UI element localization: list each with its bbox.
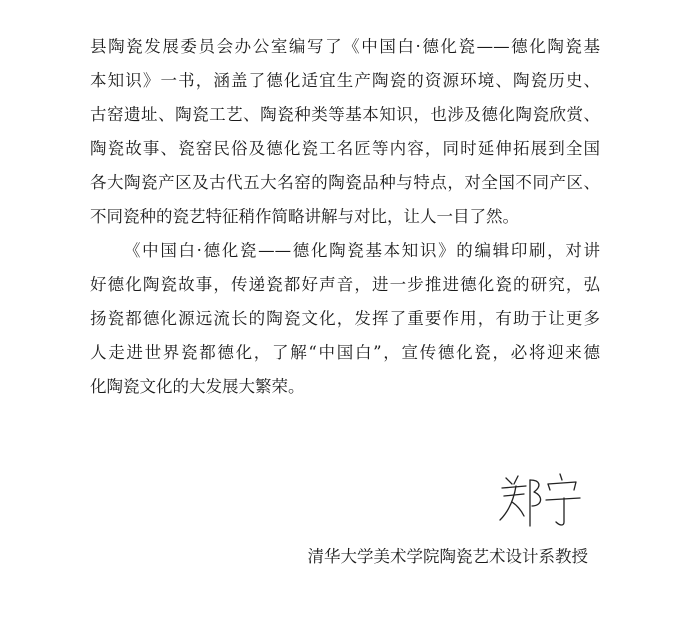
signature-stroke (546, 498, 580, 500)
handwritten-signature (496, 470, 582, 530)
paragraph-2 (90, 234, 600, 404)
paragraph-line: 各大陶瓷产区及古代五大名窑的陶瓷品种与特点，对全国不同产区、 (90, 173, 600, 192)
paragraph-line: 古窑遗址、陶瓷工艺、陶瓷种类等基本知识，也涉及德化陶瓷欣赏、 (90, 105, 600, 124)
signature-stroke (514, 476, 518, 484)
signature-stroke (506, 478, 512, 484)
paragraph-line: 陶瓷故事、瓷窑民俗及德化瓷工名匠等内容，同时延伸拓展到全国 (90, 139, 600, 158)
signature-stroke (502, 486, 526, 488)
signature-stroke (556, 498, 564, 525)
paragraph-line: 《中国白·德化瓷——德化陶瓷基本知识》的编辑印刷，对讲 (124, 241, 600, 260)
signature-stroke (530, 480, 541, 506)
paragraph-1 (90, 30, 600, 234)
paragraph-line: 化陶瓷文化的大发展大繁荣。 (90, 377, 305, 396)
paragraph-line: 本知识》一书，涵盖了德化适宜生产陶瓷的资源环境、陶瓷历史、 (90, 71, 600, 90)
signature-stroke (548, 484, 550, 490)
signature-stroke (512, 502, 524, 516)
body-text (90, 30, 600, 404)
signature-stroke (548, 482, 576, 490)
paragraph-line: 好德化陶瓷故事，传递瓷都好声音，进一步推进德化瓷的研究，弘 (90, 275, 600, 294)
author-affiliation: 清华大学美术学院陶瓷艺术设计系教授 (307, 547, 588, 566)
signature-stroke (560, 474, 562, 480)
paragraph-line: 扬瓷都德化源远流长的陶瓷文化，发挥了重要作用，有助于让更多 (90, 309, 600, 328)
paragraph-line: 人走进世界瓷都德化，了解“中国白”，宣传德化瓷，必将迎来德 (90, 343, 600, 362)
paragraph-line: 不同瓷种的瓷艺特征稍作简略讲解与对比，让人一目了然。 (90, 207, 519, 226)
paragraph-line: 县陶瓷发展委员会办公室编写了《中国白·德化瓷——德化陶瓷基 (90, 37, 600, 56)
